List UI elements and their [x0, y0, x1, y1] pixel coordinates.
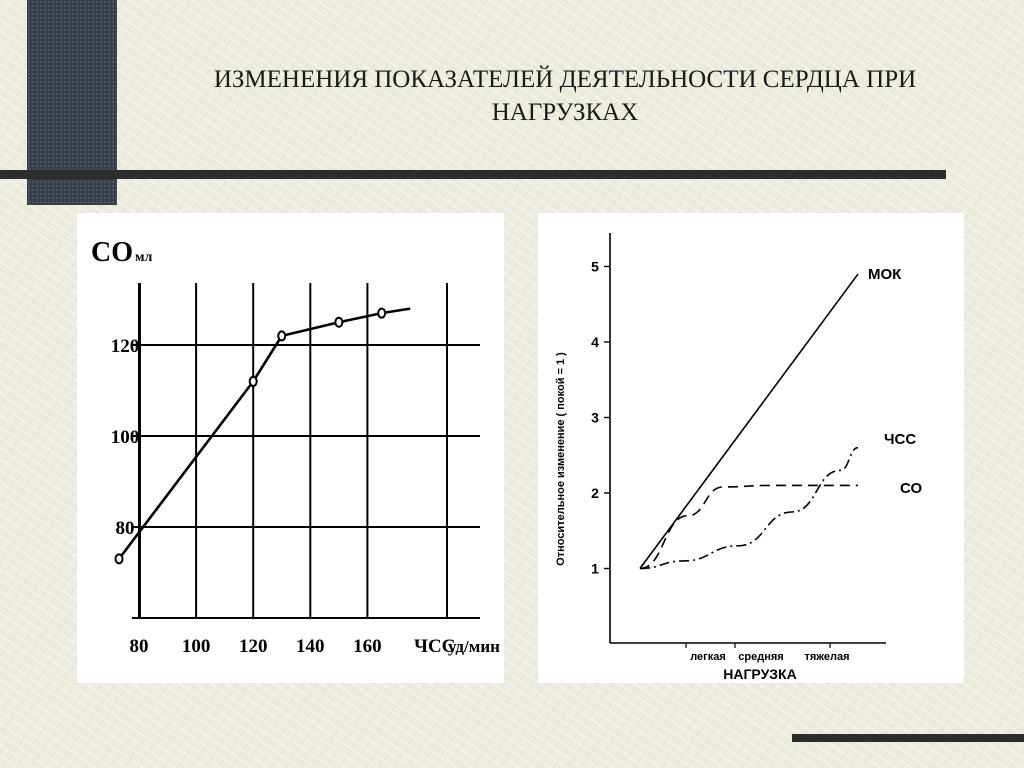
series-label-hr: ЧСС: [884, 431, 917, 448]
relative-change-chart: [538, 213, 964, 683]
x-tick-label: 140: [296, 636, 325, 657]
series-line-hr: [640, 448, 858, 569]
x-axis-label: НАГРУЗКА: [723, 666, 797, 682]
x-tick-label: 80: [129, 636, 149, 657]
series-label-mok: МОК: [868, 266, 902, 283]
slide-title: [130, 63, 1000, 129]
co-vs-hr-chart-panel: [77, 213, 504, 683]
slide-title-line-2: НАГРУЗКАХ: [491, 99, 639, 126]
x-category-label: тяжелая: [804, 651, 850, 663]
y-axis-unit: мл: [135, 250, 153, 265]
x-category-label: средняя: [738, 651, 784, 663]
co-data-point: [116, 554, 123, 563]
y-tick-label: 3: [591, 409, 599, 426]
slide-title-line-1: ИЗМЕНЕНИЯ ПОКАЗАТЕЛЕЙ ДЕЯТЕЛЬНОСТИ СЕРДЦА ПРИ: [213, 66, 917, 93]
x-axis-label: ЧСС: [414, 636, 456, 657]
series-line-co: [640, 485, 858, 568]
y-tick-label: 80: [115, 518, 135, 539]
co-data-point: [278, 331, 285, 340]
y-axis-label: Относительное изменение ( покой = 1 ): [555, 352, 567, 566]
x-axis-unit: уд/мин: [448, 637, 500, 656]
co-data-point: [250, 377, 257, 386]
y-tick-label: 4: [591, 334, 599, 350]
y-tick-label: 100: [110, 427, 140, 448]
top-divider-bar: [0, 170, 946, 179]
y-axis-label: СО: [91, 237, 133, 268]
x-category-label: легкая: [690, 651, 726, 663]
x-tick-label: 160: [353, 636, 382, 657]
y-tick-label: 120: [110, 336, 140, 357]
co-vs-hr-chart: [77, 213, 504, 683]
y-tick-label: 2: [591, 485, 599, 501]
co-data-point: [335, 318, 342, 327]
series-label-co: СО: [900, 480, 923, 497]
relative-change-chart-panel: [538, 213, 964, 683]
co-data-point: [378, 309, 385, 318]
y-tick-label: 1: [591, 560, 599, 577]
x-tick-label: 120: [238, 636, 268, 657]
x-tick-label: 100: [181, 636, 211, 657]
bottom-divider-bar: [792, 734, 1024, 742]
y-tick-label: 5: [591, 258, 599, 275]
